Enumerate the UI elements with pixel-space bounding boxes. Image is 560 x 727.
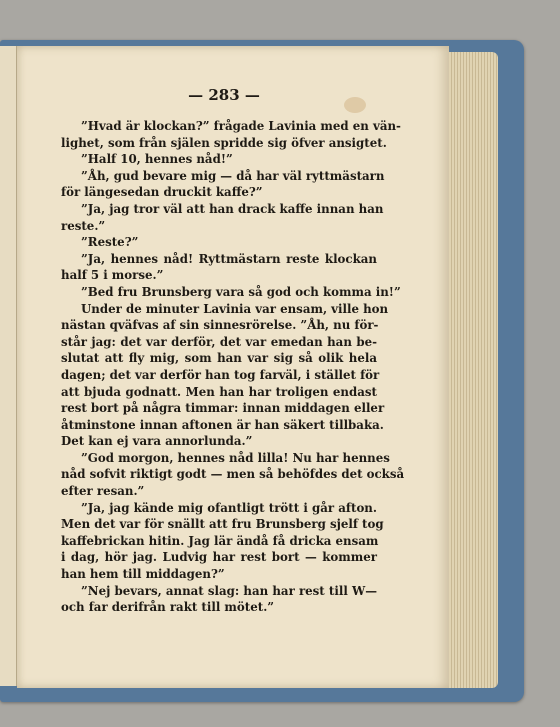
- text-line: ”Nej bevars, annat slag: han har rest till W—: [81, 583, 377, 598]
- text-line: står jag: det var derför, det var emedan han be-: [61, 334, 377, 349]
- text-line: för längesedan druckit kaffe?”: [61, 185, 263, 200]
- text-line: Under de minuter Lavinia var ensam, ville hon: [81, 301, 389, 316]
- text-line: slutat att fly mig, som han var sig så olik hela: [61, 351, 377, 366]
- text-line: half 5 i morse.”: [61, 268, 164, 283]
- text-line: Det kan ej vara annorlunda.”: [61, 434, 253, 449]
- book-page: [17, 46, 449, 688]
- text-line: ”Half 10, hennes nåd!”: [81, 152, 233, 167]
- text-line: ”Ja, hennes nåd! Ryttmästarn reste klockan: [81, 251, 377, 266]
- text-line: reste.”: [61, 218, 106, 233]
- text-line: ”God morgon, hennes nåd lilla! Nu har hennes: [81, 450, 390, 465]
- text-line: ”Ja, jag tror väl att han drack kaffe innan han: [81, 201, 384, 216]
- page-number: — 283 —: [188, 86, 260, 104]
- left-page-edge: [0, 46, 17, 686]
- text-line: och far derifrån rakt till mötet.”: [61, 600, 275, 615]
- text-line: nåd sofvit riktigt godt — men så behöfdes det också: [61, 467, 405, 482]
- text-line: ”Bed fru Brunsberg vara så god och komma in!”: [81, 284, 401, 299]
- text-line: ”Åh, gud bevare mig — då har väl ryttmästarn: [81, 168, 385, 183]
- text-line: dagen; det var derför han tog farväl, i stället för: [61, 367, 380, 382]
- text-line: ”Reste?”: [81, 235, 139, 250]
- text-line: efter resan.”: [61, 484, 145, 499]
- text-line: åtminstone innan aftonen är han säkert tillbaka.: [61, 417, 384, 432]
- text-line: ”Ja, jag kände mig ofantligt trött i går afton.: [81, 500, 377, 515]
- text-line: Men det var för snällt att fru Brunsberg sjelf tog: [61, 517, 384, 532]
- text-line: att bjuda godnatt. Men han har troligen endast: [61, 384, 377, 399]
- text-line: i dag, hör jag. Ludvig har rest bort — kommer: [61, 550, 377, 565]
- text-line: kaffebrickan hitin. Jag lär ändå få dricka ensam: [61, 533, 379, 548]
- text-line: rest bort på några timmar: innan middagen eller: [61, 401, 385, 416]
- page-text: [61, 118, 405, 616]
- text-line: ”Hvad är klockan?” frågade Lavinia med en vän-: [81, 119, 401, 133]
- text-line: han hem till middagen?”: [61, 567, 225, 582]
- text-line: lighet, som från själen spridde sig öfver ansigtet.: [61, 135, 387, 150]
- page-edges: [446, 52, 498, 688]
- text-line: nästan qväfvas af sin sinnesrörelse. ”Åh, nu för-: [61, 318, 379, 333]
